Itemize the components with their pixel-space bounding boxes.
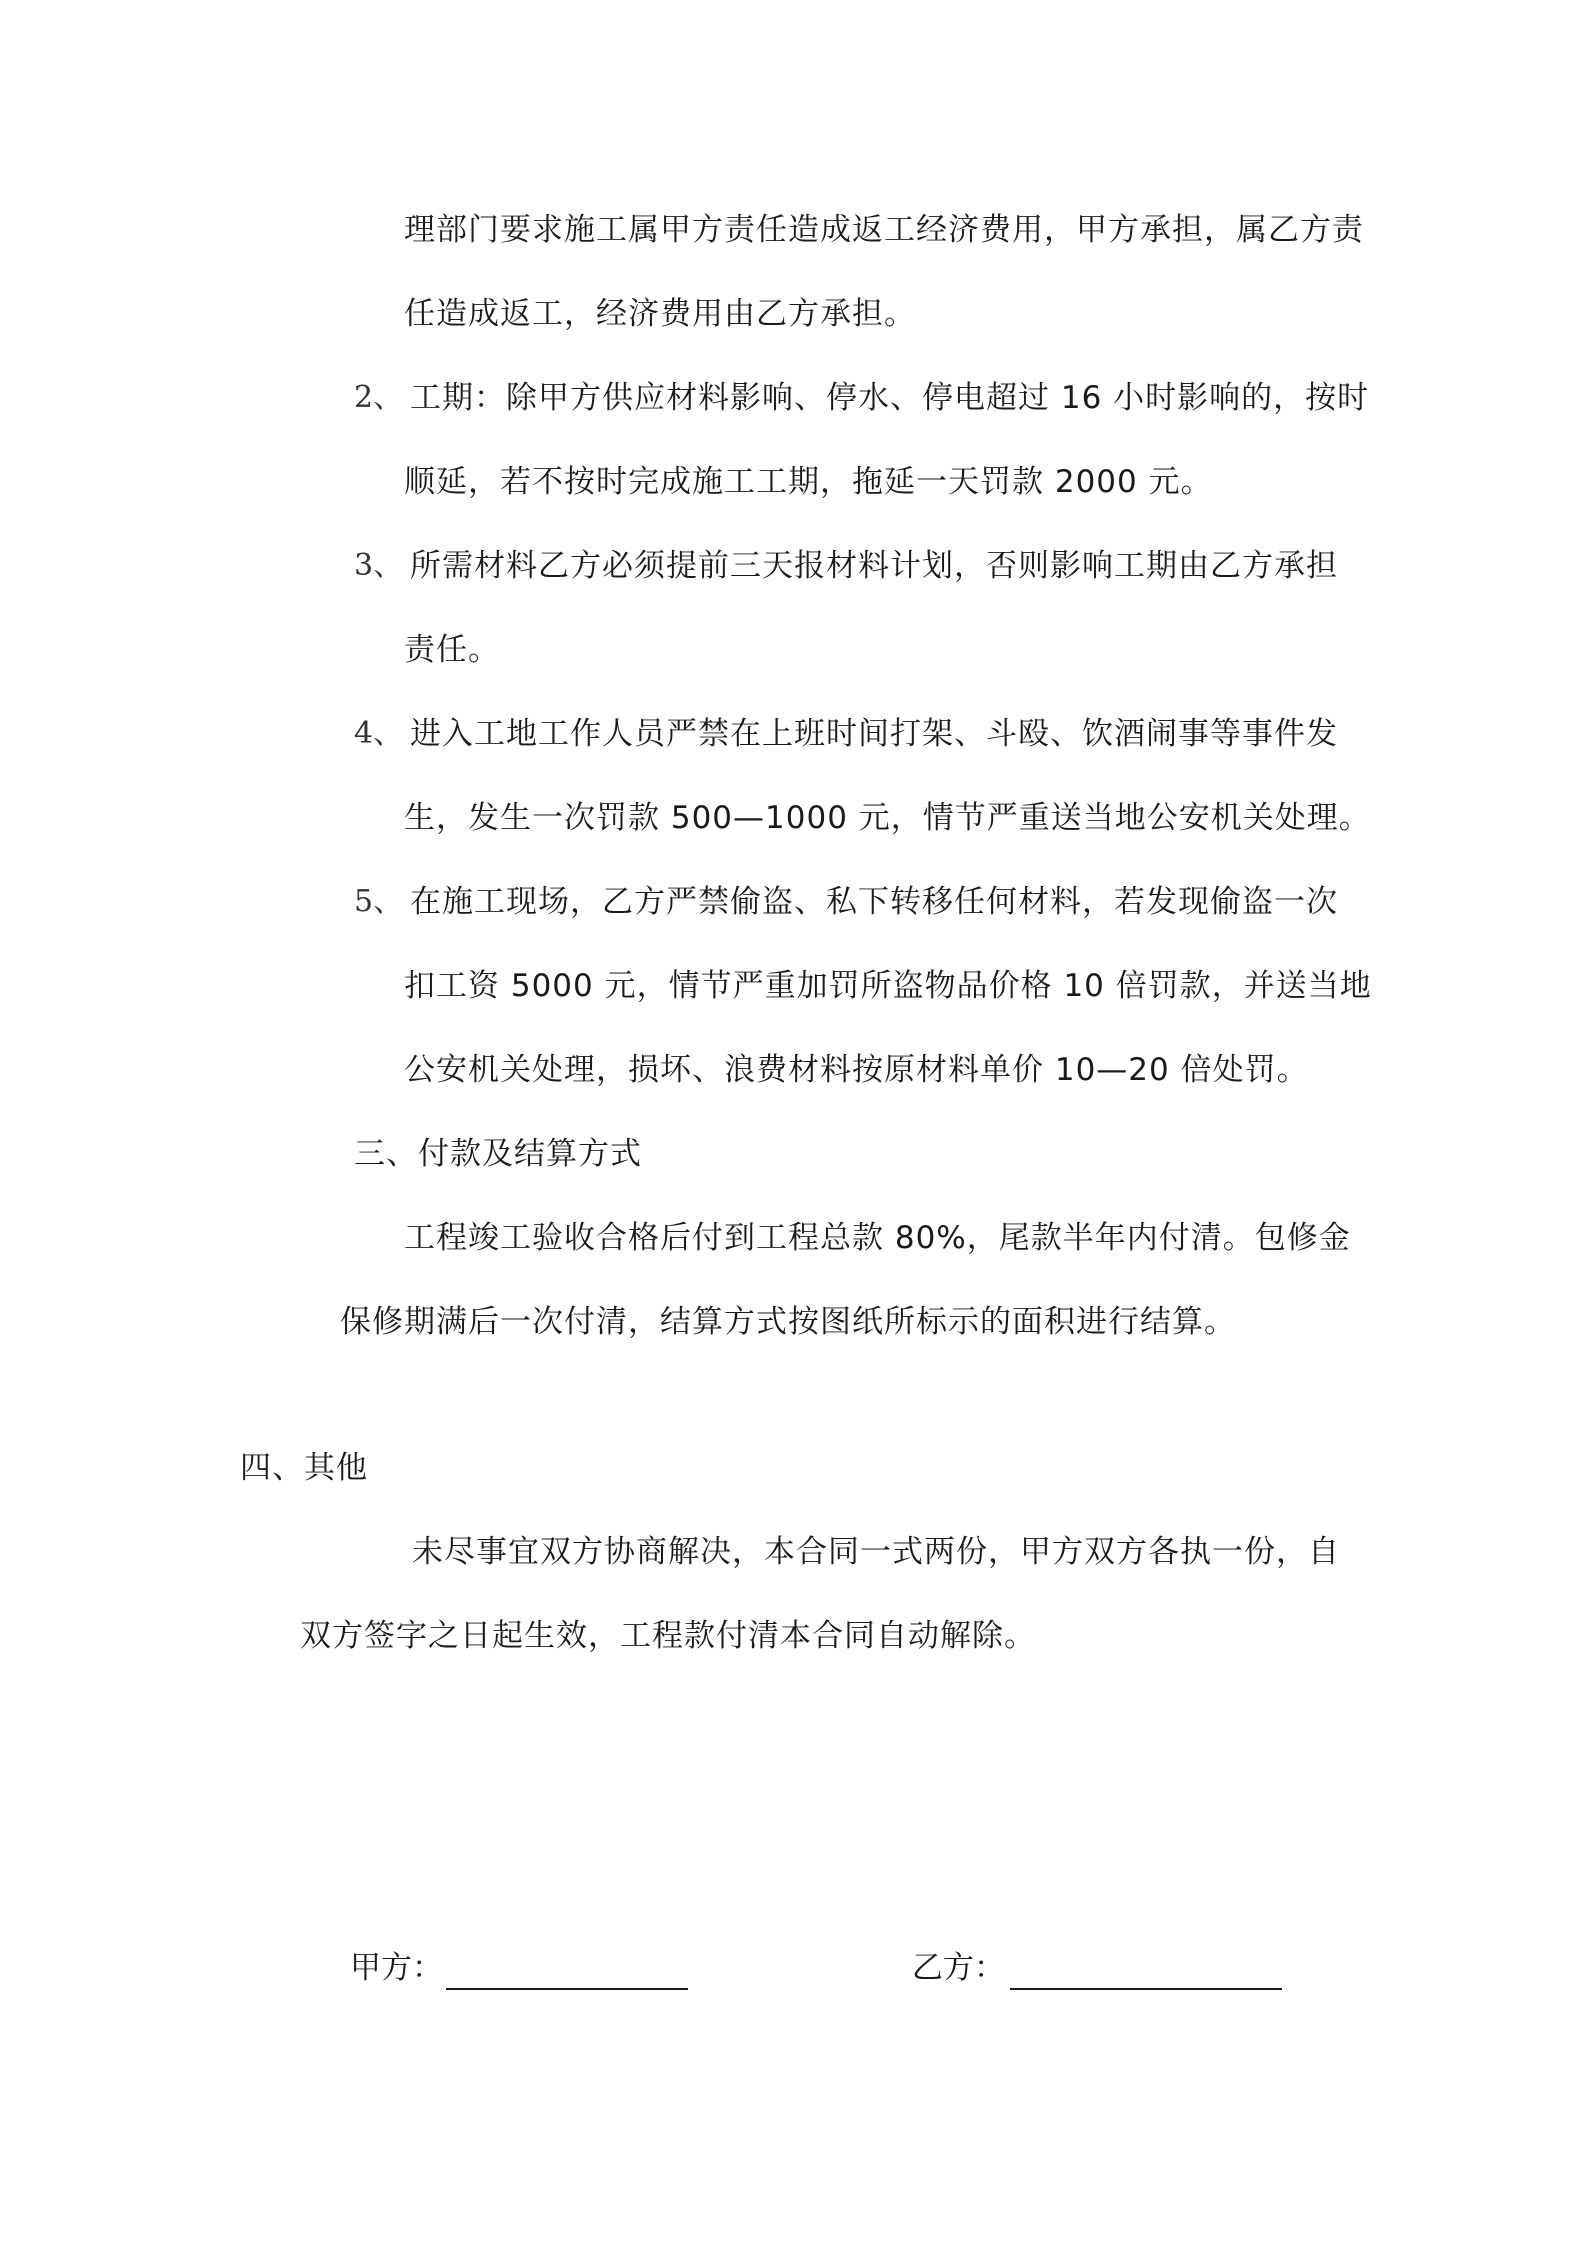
item-number-3: 3、 [354, 548, 404, 583]
section4-heading: 四、其他 [240, 1450, 368, 1486]
item4-line-1: 进入工地工作人员严禁在上班时间打架、斗殴、饮酒闹事等事件发 [410, 716, 1338, 752]
party-b-signature-line[interactable] [1010, 1988, 1282, 1990]
item-number-2: 2、 [354, 380, 404, 415]
section3-line-1: 工程竣工验收合格后付到工程总款 80%，尾款半年内付清。包修金 [404, 1220, 1351, 1256]
item5-line-1: 在施工现场，乙方严禁偷盗、私下转移任何材料，若发现偷盗一次 [410, 884, 1338, 920]
party-a-label: 甲方： [350, 1950, 443, 1986]
party-b-label: 乙方： [912, 1950, 1005, 1986]
section3-line-2: 保修期满后一次付清，结算方式按图纸所标示的面积进行结算。 [340, 1304, 1236, 1340]
item5-line-2: 扣工资 5000 元，情节严重加罚所盗物品价格 10 倍罚款，并送当地 [404, 968, 1372, 1004]
item3-line-2: 责任。 [404, 632, 500, 668]
section4-line-2: 双方签字之日起生效，工程款付清本合同自动解除。 [300, 1618, 1036, 1654]
item4-line-2: 生，发生一次罚款 500—1000 元，情节严重送当地公安机关处理。 [404, 800, 1371, 836]
item-number-5: 5、 [354, 884, 404, 919]
section4-line-1: 未尽事宜双方协商解决，本合同一式两份，甲方双方各执一份，自 [412, 1534, 1340, 1570]
item-number-4: 4、 [354, 716, 404, 751]
item1-line-2: 任造成返工，经济费用由乙方承担。 [404, 296, 916, 332]
item2-line-2: 顺延，若不按时完成施工工期，拖延一天罚款 2000 元。 [404, 464, 1213, 500]
item2-line-1: 工期：除甲方供应材料影响、停水、停电超过 16 小时影响的，按时 [410, 380, 1370, 416]
section3-heading: 三、付款及结算方式 [354, 1136, 642, 1172]
party-a-signature-line[interactable] [446, 1988, 688, 1990]
item3-line-1: 所需材料乙方必须提前三天报材料计划，否则影响工期由乙方承担 [410, 548, 1338, 584]
item5-line-3: 公安机关处理，损坏、浪费材料按原材料单价 10—20 倍处罚。 [404, 1052, 1309, 1088]
item1-line-1: 理部门要求施工属甲方责任造成返工经济费用，甲方承担，属乙方责 [404, 212, 1364, 248]
